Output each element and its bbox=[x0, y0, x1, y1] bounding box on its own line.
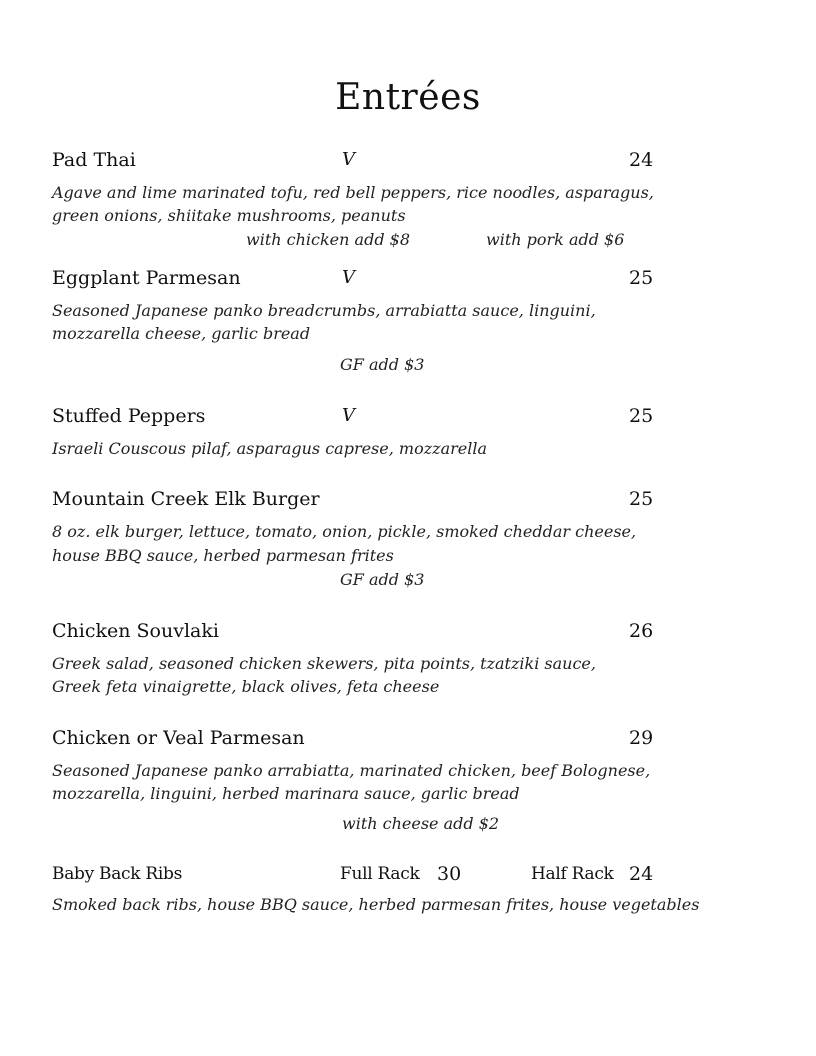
full-rack-price: 30 bbox=[437, 863, 462, 885]
item-addon-note: with cheese add $2 bbox=[342, 814, 500, 833]
item-name: Pad Thai bbox=[52, 149, 136, 171]
item-description-line: green onions, shiitake mushrooms, peanuts bbox=[52, 206, 406, 225]
item-price: 26 bbox=[629, 620, 654, 642]
item-name: Mountain Creek Elk Burger bbox=[52, 488, 320, 510]
item-description-line: 8 oz. elk burger, lettuce, tomato, onion, pickle, smoked cheddar cheese, bbox=[52, 522, 637, 541]
item-name: Chicken or Veal Parmesan bbox=[52, 727, 305, 749]
item-addon-note: GF add $3 bbox=[340, 355, 425, 374]
item-name: Chicken Souvlaki bbox=[52, 620, 219, 642]
item-description-line: Israeli Couscous pilaf, asparagus caprese, mozzarella bbox=[52, 439, 487, 458]
item-name: Eggplant Parmesan bbox=[52, 267, 241, 289]
item-addon-note: with pork add $6 bbox=[486, 230, 625, 249]
item-description-line: Seasoned Japanese panko breadcrumbs, arrabiatta sauce, linguini, bbox=[52, 301, 596, 320]
vegetarian-tag: V bbox=[342, 267, 355, 288]
item-price: 25 bbox=[629, 267, 654, 289]
item-description-line: mozzarella cheese, garlic bread bbox=[52, 324, 311, 343]
item-description-line: house BBQ sauce, herbed parmesan frites bbox=[52, 546, 394, 565]
item-description-line: Agave and lime marinated tofu, red bell peppers, rice noodles, asparagus, bbox=[52, 183, 654, 202]
item-description-line: Greek salad, seasoned chicken skewers, pita points, tzatziki sauce, bbox=[52, 654, 596, 673]
item-name: Baby Back Ribs bbox=[52, 864, 183, 884]
item-description-line: Smoked back ribs, house BBQ sauce, herbed parmesan frites, house vegetables bbox=[52, 895, 700, 914]
item-price: 25 bbox=[629, 488, 654, 510]
item-description-line: Seasoned Japanese panko arrabiatta, marinated chicken, beef Bolognese, bbox=[52, 761, 651, 780]
page-title: Entrées bbox=[335, 77, 481, 118]
item-description-line: Greek feta vinaigrette, black olives, feta cheese bbox=[52, 677, 440, 696]
item-name: Stuffed Peppers bbox=[52, 405, 206, 427]
vegetarian-tag: V bbox=[342, 149, 355, 170]
vegetarian-tag: V bbox=[342, 405, 355, 426]
half-rack-label: Half Rack bbox=[531, 864, 614, 884]
item-price: 24 bbox=[629, 149, 654, 171]
item-addon-note: with chicken add $8 bbox=[246, 230, 410, 249]
item-price: 25 bbox=[629, 405, 654, 427]
half-rack-price: 24 bbox=[629, 863, 654, 885]
item-price: 29 bbox=[629, 727, 654, 749]
full-rack-label: Full Rack bbox=[340, 864, 420, 884]
item-addon-note: GF add $3 bbox=[340, 570, 425, 589]
item-description-line: mozzarella, linguini, herbed marinara sauce, garlic bread bbox=[52, 784, 520, 803]
